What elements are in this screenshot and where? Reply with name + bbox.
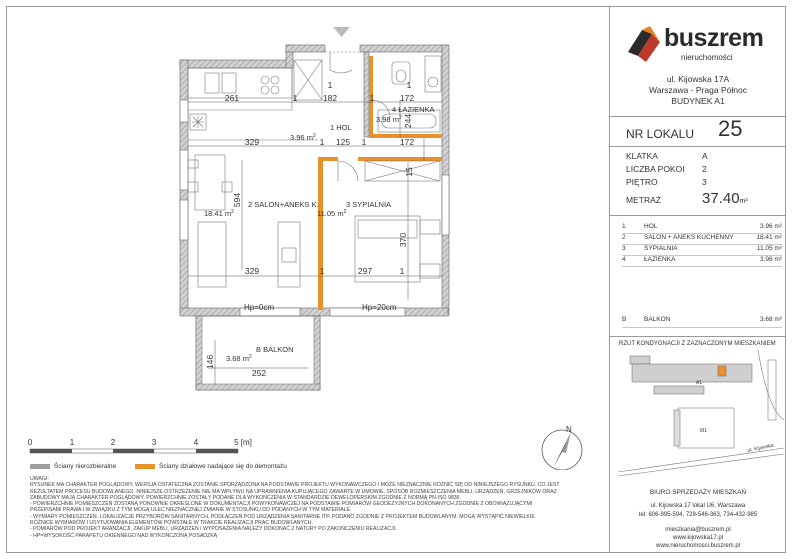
brand-name: buszrem bbox=[664, 24, 764, 52]
notes-line: - WYMIARY POMIESZCZEŃ, LOKALIZACJE PRZYBORÓW SANITARNYCH, PODŁĄCZEŃ POD URZĄDZENIA SANITARNE ITP. PODANO ZGODNIE Z PROJEKTEM BUDOWLANYM. MOGĄ WYSTĄPIĆ NIEWIELKIE bbox=[30, 513, 535, 520]
legend-structural-swatch bbox=[30, 464, 50, 469]
svg-text:18.41 m2: 18.41 $m^2$ bbox=[204, 209, 234, 218]
sales-email[interactable]: mieszkania@buszrem.pl bbox=[665, 527, 731, 533]
sales-address: ul. Kijowska 17 lokal U6, Warszawa bbox=[650, 503, 746, 509]
field-value-rooms: 2 bbox=[702, 164, 707, 174]
field-value-metraz: 37.40m² bbox=[702, 190, 748, 207]
notes-line: REZULTATEM PROCESU BUDOWLANEGO. NINIEJSZE OSTRZEŻENIE NIE MA WPŁYWU NA UPRAWNIENIA KUPUJĄCEGO ZAWARTE W UMOWIE. SPOSÓB ROZMIESZCZENIA MEBLI, URZĄDZEŃ, GRZEJNIKÓW ORAZ bbox=[30, 488, 557, 495]
sales-web-buszrem[interactable]: www.nieruchomosci.buszrem.pl bbox=[655, 543, 741, 549]
room-label-salon bbox=[204, 200, 319, 218]
kitchen-counter bbox=[188, 68, 292, 98]
dim-text: 1 bbox=[361, 137, 367, 147]
scale-tick: 2 bbox=[110, 438, 116, 447]
svg-text:M1: M1 bbox=[700, 428, 707, 434]
sales-office-title: BIURO SPRZEDAŻY MIESZKAŃ bbox=[649, 489, 747, 496]
dim-text: 125 bbox=[335, 137, 351, 147]
svg-text:2 SALON+ANEKS K.: 2 SALON+ANEKS K. bbox=[248, 200, 319, 209]
svg-text:B BALKON: B BALKON bbox=[256, 345, 294, 354]
scale-tick: 3 bbox=[151, 438, 157, 447]
svg-text:3.96 m2: 3.96 $m^2$ bbox=[290, 133, 316, 142]
divider bbox=[610, 146, 786, 147]
key-plan-map bbox=[618, 350, 784, 478]
unit-number: 25 bbox=[718, 116, 743, 141]
dim-text: 329 bbox=[244, 266, 260, 276]
field-label-metraz: METRAŻ bbox=[626, 195, 661, 205]
sales-phone: tel: 606-995-594, 728-546-363, 734-432-985 bbox=[638, 512, 758, 518]
dim-text: 1 bbox=[292, 93, 298, 103]
entrance-arrow bbox=[333, 27, 350, 37]
address-building: BUDYNEK A1 bbox=[671, 96, 725, 106]
scale-tick: 5 [m] bbox=[234, 438, 252, 447]
table-row: 3 SYPIALNIA 11.05 m² bbox=[622, 245, 782, 252]
sales-web-kijowska[interactable]: www.kijowska17.pl bbox=[672, 535, 724, 541]
interior-lines bbox=[188, 52, 390, 181]
notes-line: RÓŻNICE WYMIARÓW I USYTUOWANIA ELEMENTÓW POWSTAŁE W TRAKCIE REALIZACJI PRAC BUDOWLANYCH. bbox=[30, 520, 313, 527]
dim-text: 252 bbox=[251, 368, 267, 378]
scale-bar bbox=[28, 438, 252, 453]
notes-line: RYSUNEK MA CHARAKTER POGLĄDOWY. WERSJA OSTATECZNA ZOSTANIE SPORZĄDZONA NA PODSTAWIE PROJEKTU WYKONAWCZEGO I MOŻE NIEZNACZNIE RÓŻNIĆ SIĘ OD NINIEJSZEGO RYSUNKU, CO JEST bbox=[30, 482, 560, 489]
north-arrow-icon bbox=[542, 425, 582, 470]
svg-text:ul. Kijowska: ul. Kijowska bbox=[747, 442, 775, 454]
dim-text: 146 bbox=[205, 354, 215, 370]
table-row: 2 SALON + ANEKS KUCHENNY 18.41 m² bbox=[622, 234, 782, 241]
notes-line: - POMIARÓW POD PROJEKT ARANŻACJI, ZAKUP MEBLI, URZĄDZEŃ I WYPOSAŻENIA NALEŻY DOKONAĆ Z NATURY PO ZAKOŃCZENIU REALIZACJI. bbox=[30, 526, 397, 533]
scale-tick: 1 bbox=[69, 438, 75, 447]
notes-line: - HP=WYSOKOŚĆ PARAPETU OKIENNEGO NAD WYKOŃCZONĄ POSADZKĄ bbox=[30, 532, 218, 539]
address-street: ul. Kijowska 17A bbox=[666, 74, 730, 84]
legend-partition-swatch bbox=[135, 464, 155, 469]
divider bbox=[610, 116, 786, 117]
dim-text: 1 bbox=[406, 80, 412, 90]
key-plan-title: RZUT KONDYGNACJI Z ZAZNACZONYM MIESZKANIEM bbox=[619, 341, 776, 347]
table-row: 4 ŁAZIENKA 3.98 m² bbox=[622, 256, 782, 263]
room-label-balkon bbox=[226, 345, 294, 363]
scale-tick: 0 bbox=[27, 438, 33, 447]
field-label-rooms: LICZBA POKOI bbox=[626, 164, 685, 174]
table-row: 1 HOL 3.96 m² bbox=[622, 223, 782, 230]
address-city: Warszawa - Praga Północ bbox=[649, 85, 747, 95]
field-label-klatka: KLATKA bbox=[626, 151, 658, 161]
notes-line: ZABUDOWY MAJĄ CHARAKTER POGLĄDOWY. POWIERZCHNIE ZOSTAŁY PODANE DLA WYKOŃCZENIA W STANDARDZIE DEWELOPERSKIM ZGODNIE Z NORMĄ PN-ISO 9836. bbox=[30, 494, 462, 501]
dim-text: 1 bbox=[399, 266, 405, 276]
divider bbox=[610, 215, 786, 216]
scale-tick: 4 bbox=[193, 438, 199, 447]
notes-line: - POWIERZCHNIE POMIESZCZEŃ ZOSTANĄ PONOWNIE OKREŚLONE W DOKUMENTACJI POWYKONAWCZEJ NA PODSTAWIE POMIARÓW GEODEZYJNYCH DOKONANYCH ZGODNIE Z OBOWIĄZUJĄCYMI bbox=[30, 501, 533, 508]
legend-partition-label: Ściany działowe nadające się do demontażu bbox=[159, 463, 287, 470]
svg-text:4 ŁAZIENKA: 4 ŁAZIENKA bbox=[392, 105, 435, 114]
dim-text: 15 bbox=[404, 167, 414, 177]
svg-text:N: N bbox=[566, 425, 572, 434]
dim-text: 261 bbox=[224, 93, 240, 103]
svg-text:3 SYPIALNIA: 3 SYPIALNIA bbox=[346, 200, 392, 209]
dim-text: 244 bbox=[403, 113, 413, 129]
dim-text: 172 bbox=[399, 137, 415, 147]
svg-text:3.68 m2: 3.68 $m^2$ bbox=[226, 354, 252, 363]
dim-text: 182 bbox=[322, 93, 338, 103]
field-value-klatka: A bbox=[702, 151, 708, 161]
field-value-floor: 3 bbox=[702, 177, 707, 187]
brand-subtitle: nieruchomości bbox=[681, 53, 733, 62]
dim-text: 1 bbox=[369, 93, 375, 103]
svg-text:A1: A1 bbox=[696, 380, 703, 386]
brand-logo-icon bbox=[624, 24, 664, 64]
dim-text: 370 bbox=[398, 232, 408, 248]
notes-line: PRZEPISAMI PRAWA I W ZWIĄZKU Z TYM MOGĄ ULEC NIEZNACZNEJ ZMIANIE W STOSUNKU DO PODANYCH W TYM MATERIALE. bbox=[30, 507, 352, 514]
legend-structural-label: Ściany nierozbieralne bbox=[54, 463, 117, 470]
notes bbox=[30, 476, 600, 539]
svg-text:3.98 m2: 3.98 $m^2$ bbox=[376, 115, 402, 124]
room-label-sypialnia bbox=[317, 200, 391, 218]
dim-text: 1 bbox=[319, 266, 325, 276]
notes-title: UWAGI: bbox=[30, 476, 49, 482]
divider bbox=[610, 336, 786, 337]
ac-symbol-icon bbox=[190, 114, 206, 130]
svg-text:1 HOL: 1 HOL bbox=[330, 123, 352, 132]
svg-text:11.05 m2: 11.05 $m^2$ bbox=[317, 209, 347, 218]
sill-height-bedroom: Hp=20cm bbox=[362, 303, 397, 312]
dim-text: 1 bbox=[327, 80, 333, 90]
dim-text: 1 bbox=[319, 137, 325, 147]
field-label-floor: PIĘTRO bbox=[626, 177, 658, 187]
dim-text: 172 bbox=[399, 93, 415, 103]
dim-text: 297 bbox=[357, 266, 373, 276]
dim-text: 329 bbox=[244, 137, 260, 147]
unit-number-label: NR LOKALU bbox=[626, 127, 695, 141]
sill-height-living: Hp=0cm bbox=[244, 303, 275, 312]
hall-closet bbox=[294, 60, 322, 100]
bedroom-furniture bbox=[355, 161, 440, 282]
table-row-balcony: B BALKON 3.68 m² bbox=[622, 316, 782, 323]
dim-text: 594 bbox=[232, 192, 242, 208]
